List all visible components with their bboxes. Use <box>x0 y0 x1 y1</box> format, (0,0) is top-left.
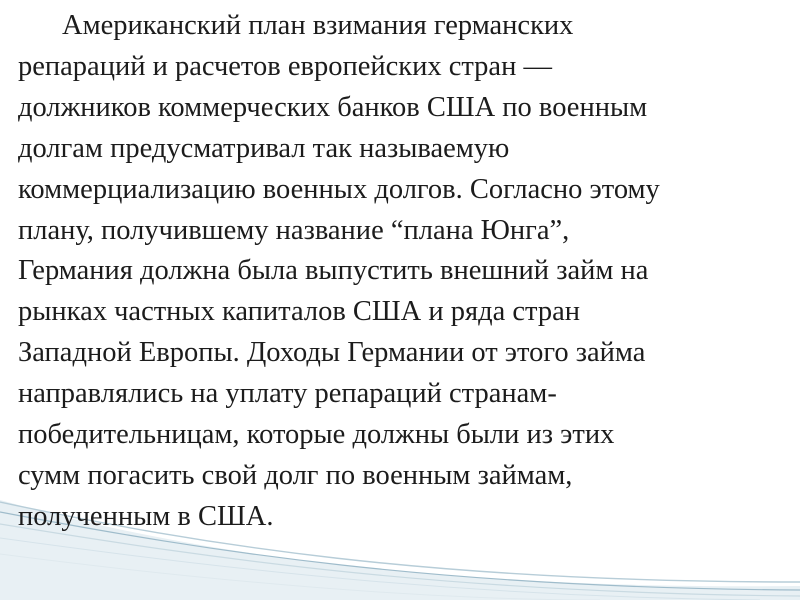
text-line: должников коммерческих банков США по военным <box>18 91 648 123</box>
body-text <box>18 6 788 538</box>
text-line: Американский план взимания германских <box>62 10 574 41</box>
text-line: коммерциализацию военных долгов. Согласно этому <box>18 173 660 205</box>
text-line: рынках частных капиталов США и ряда стран <box>18 296 580 328</box>
text-line: долгам предусматривал так называемую <box>18 132 510 164</box>
text-line: плану, получившему название “плана Юнга”, <box>18 214 570 246</box>
text-line: направлялись на уплату репараций странам- <box>18 378 557 410</box>
text-line: репараций и расчетов европейских стран — <box>18 50 552 82</box>
text-line: победительницам, которые должны были из этих <box>18 419 615 451</box>
text-line: Западной Европы. Доходы Германии от этого займа <box>18 337 646 369</box>
text-line: сумм погасить свой долг по военным займам, <box>18 459 573 491</box>
text-line: Германия должна была выпустить внешний займ на <box>18 255 649 287</box>
text-line: полученным в США. <box>18 500 274 532</box>
